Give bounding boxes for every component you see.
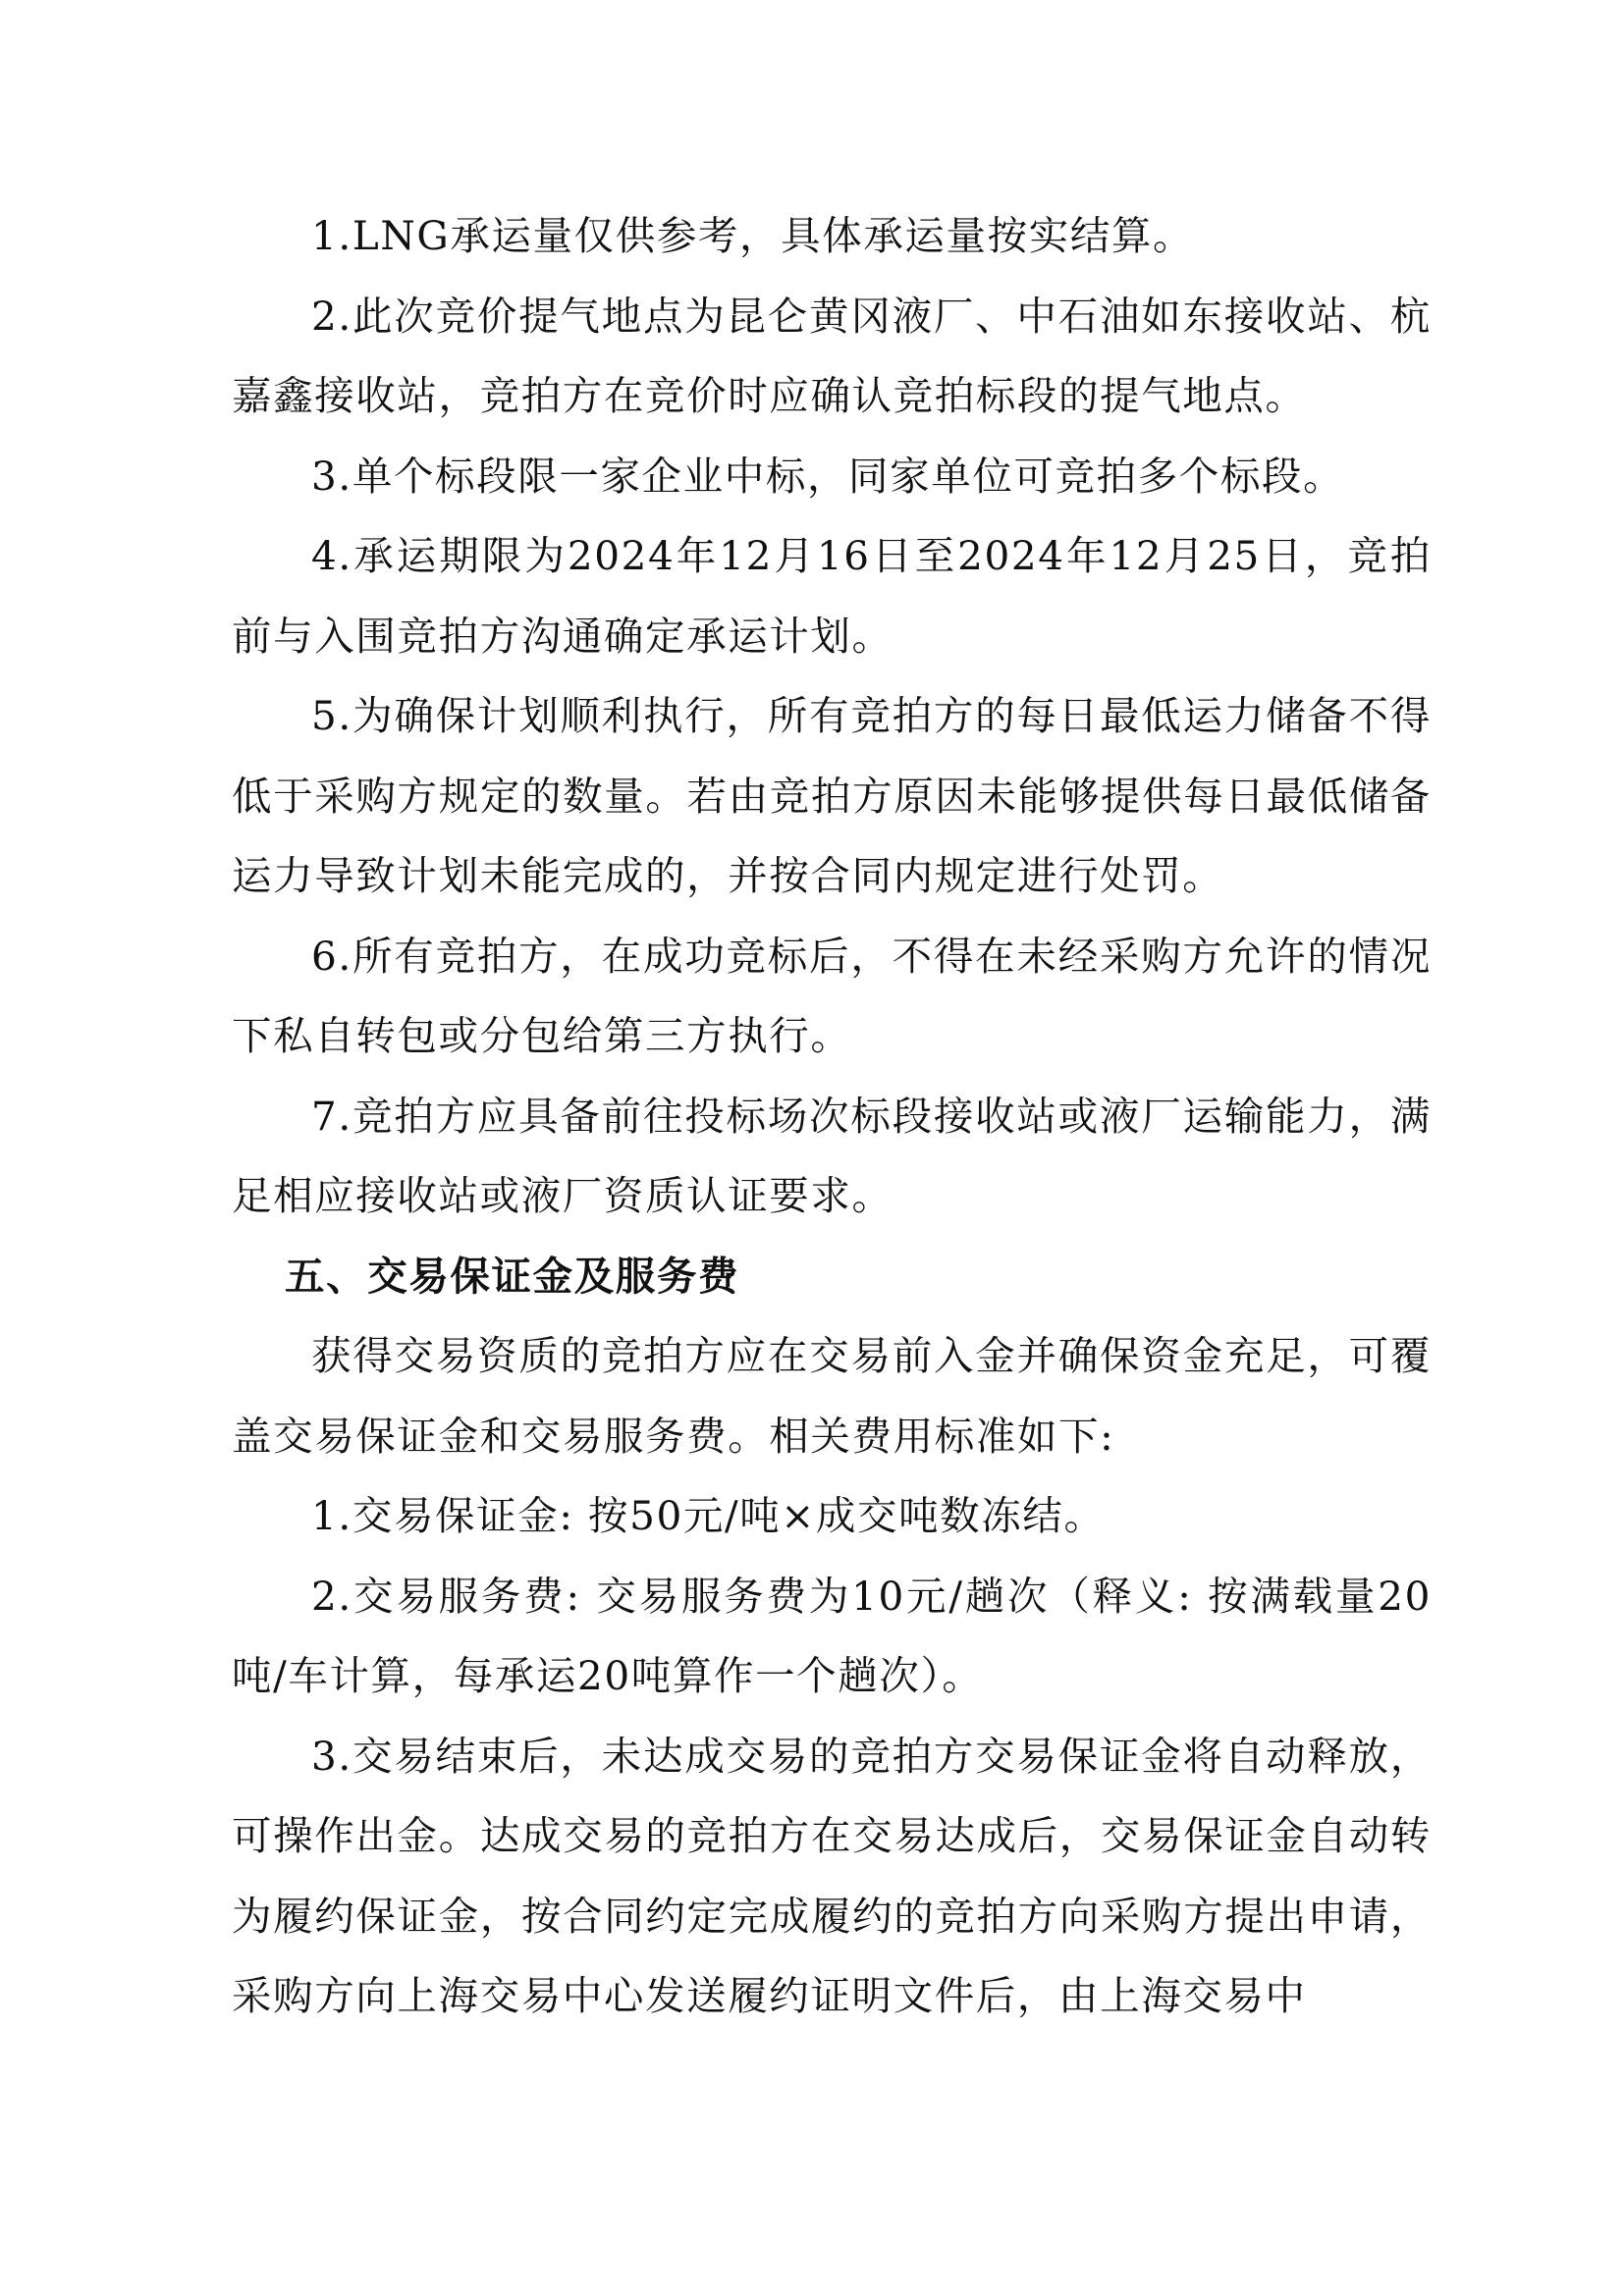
paragraph-5: 5.为确保计划顺利执行，所有竞拍方的每日最低运力储备不得低于采购方规定的数量。若由竞拍方原因未能够提供每日最低储备运力导致计划未能完成的，并按合同内规定进行处罚。 [232, 692, 1432, 899]
paragraph-intro: 获得交易资质的竞拍方应在交易前入金并确保资金充足，可覆盖交易保证金和交易服务费。相关费用标准如下: [232, 1332, 1432, 1460]
section-heading: 五、交易保证金及服务费 [285, 1252, 740, 1300]
paragraph-3: 3.单个标段限一家企业中标，同家单位可竞拍多个标段。 [311, 452, 1345, 500]
paragraph-7: 7.竞拍方应具备前往投标场次标段接收站或液厂运输能力，满足相应接收站或液厂资质认证要求。 [232, 1092, 1432, 1219]
paragraph-2: 2.此次竞价提气地点为昆仑黄冈液厂、中石油如东接收站、杭嘉鑫接收站，竞拍方在竞价时应确认竞拍标段的提气地点。 [232, 292, 1432, 419]
paragraph-fee-2: 2.交易服务费: 交易服务费为10元/趟次（释义: 按满载量20吨/车计算，每承运20吨算作一个趟次）。 [232, 1572, 1432, 1699]
paragraph-fee-1: 1.交易保证金: 按50元/吨×成交吨数冻结。 [311, 1492, 1106, 1539]
paragraph-6: 6.所有竞拍方，在成功竞标后，不得在未经采购方允许的情况下私自转包或分包给第三方执行。 [232, 932, 1432, 1059]
paragraph-4: 4.承运期限为2024年12月16日至2024年12月25日，竞拍前与入围竞拍方沟通确定承运计划。 [232, 532, 1432, 660]
paragraph-1: 1.LNG承运量仅供参考，具体承运量按实结算。 [311, 212, 1195, 259]
document-body [232, 196, 1432, 2037]
paragraph-fee-3: 3.交易结束后，未达成交易的竞拍方交易保证金将自动释放，可操作出金。达成交易的竞拍方在交易达成后，交易保证金自动转为履约保证金，按合同约定完成履约的竞拍方向采购方提出申请，采购方向上海交易中心发送履约证明文件后，由上海交易中 [232, 1732, 1432, 2019]
